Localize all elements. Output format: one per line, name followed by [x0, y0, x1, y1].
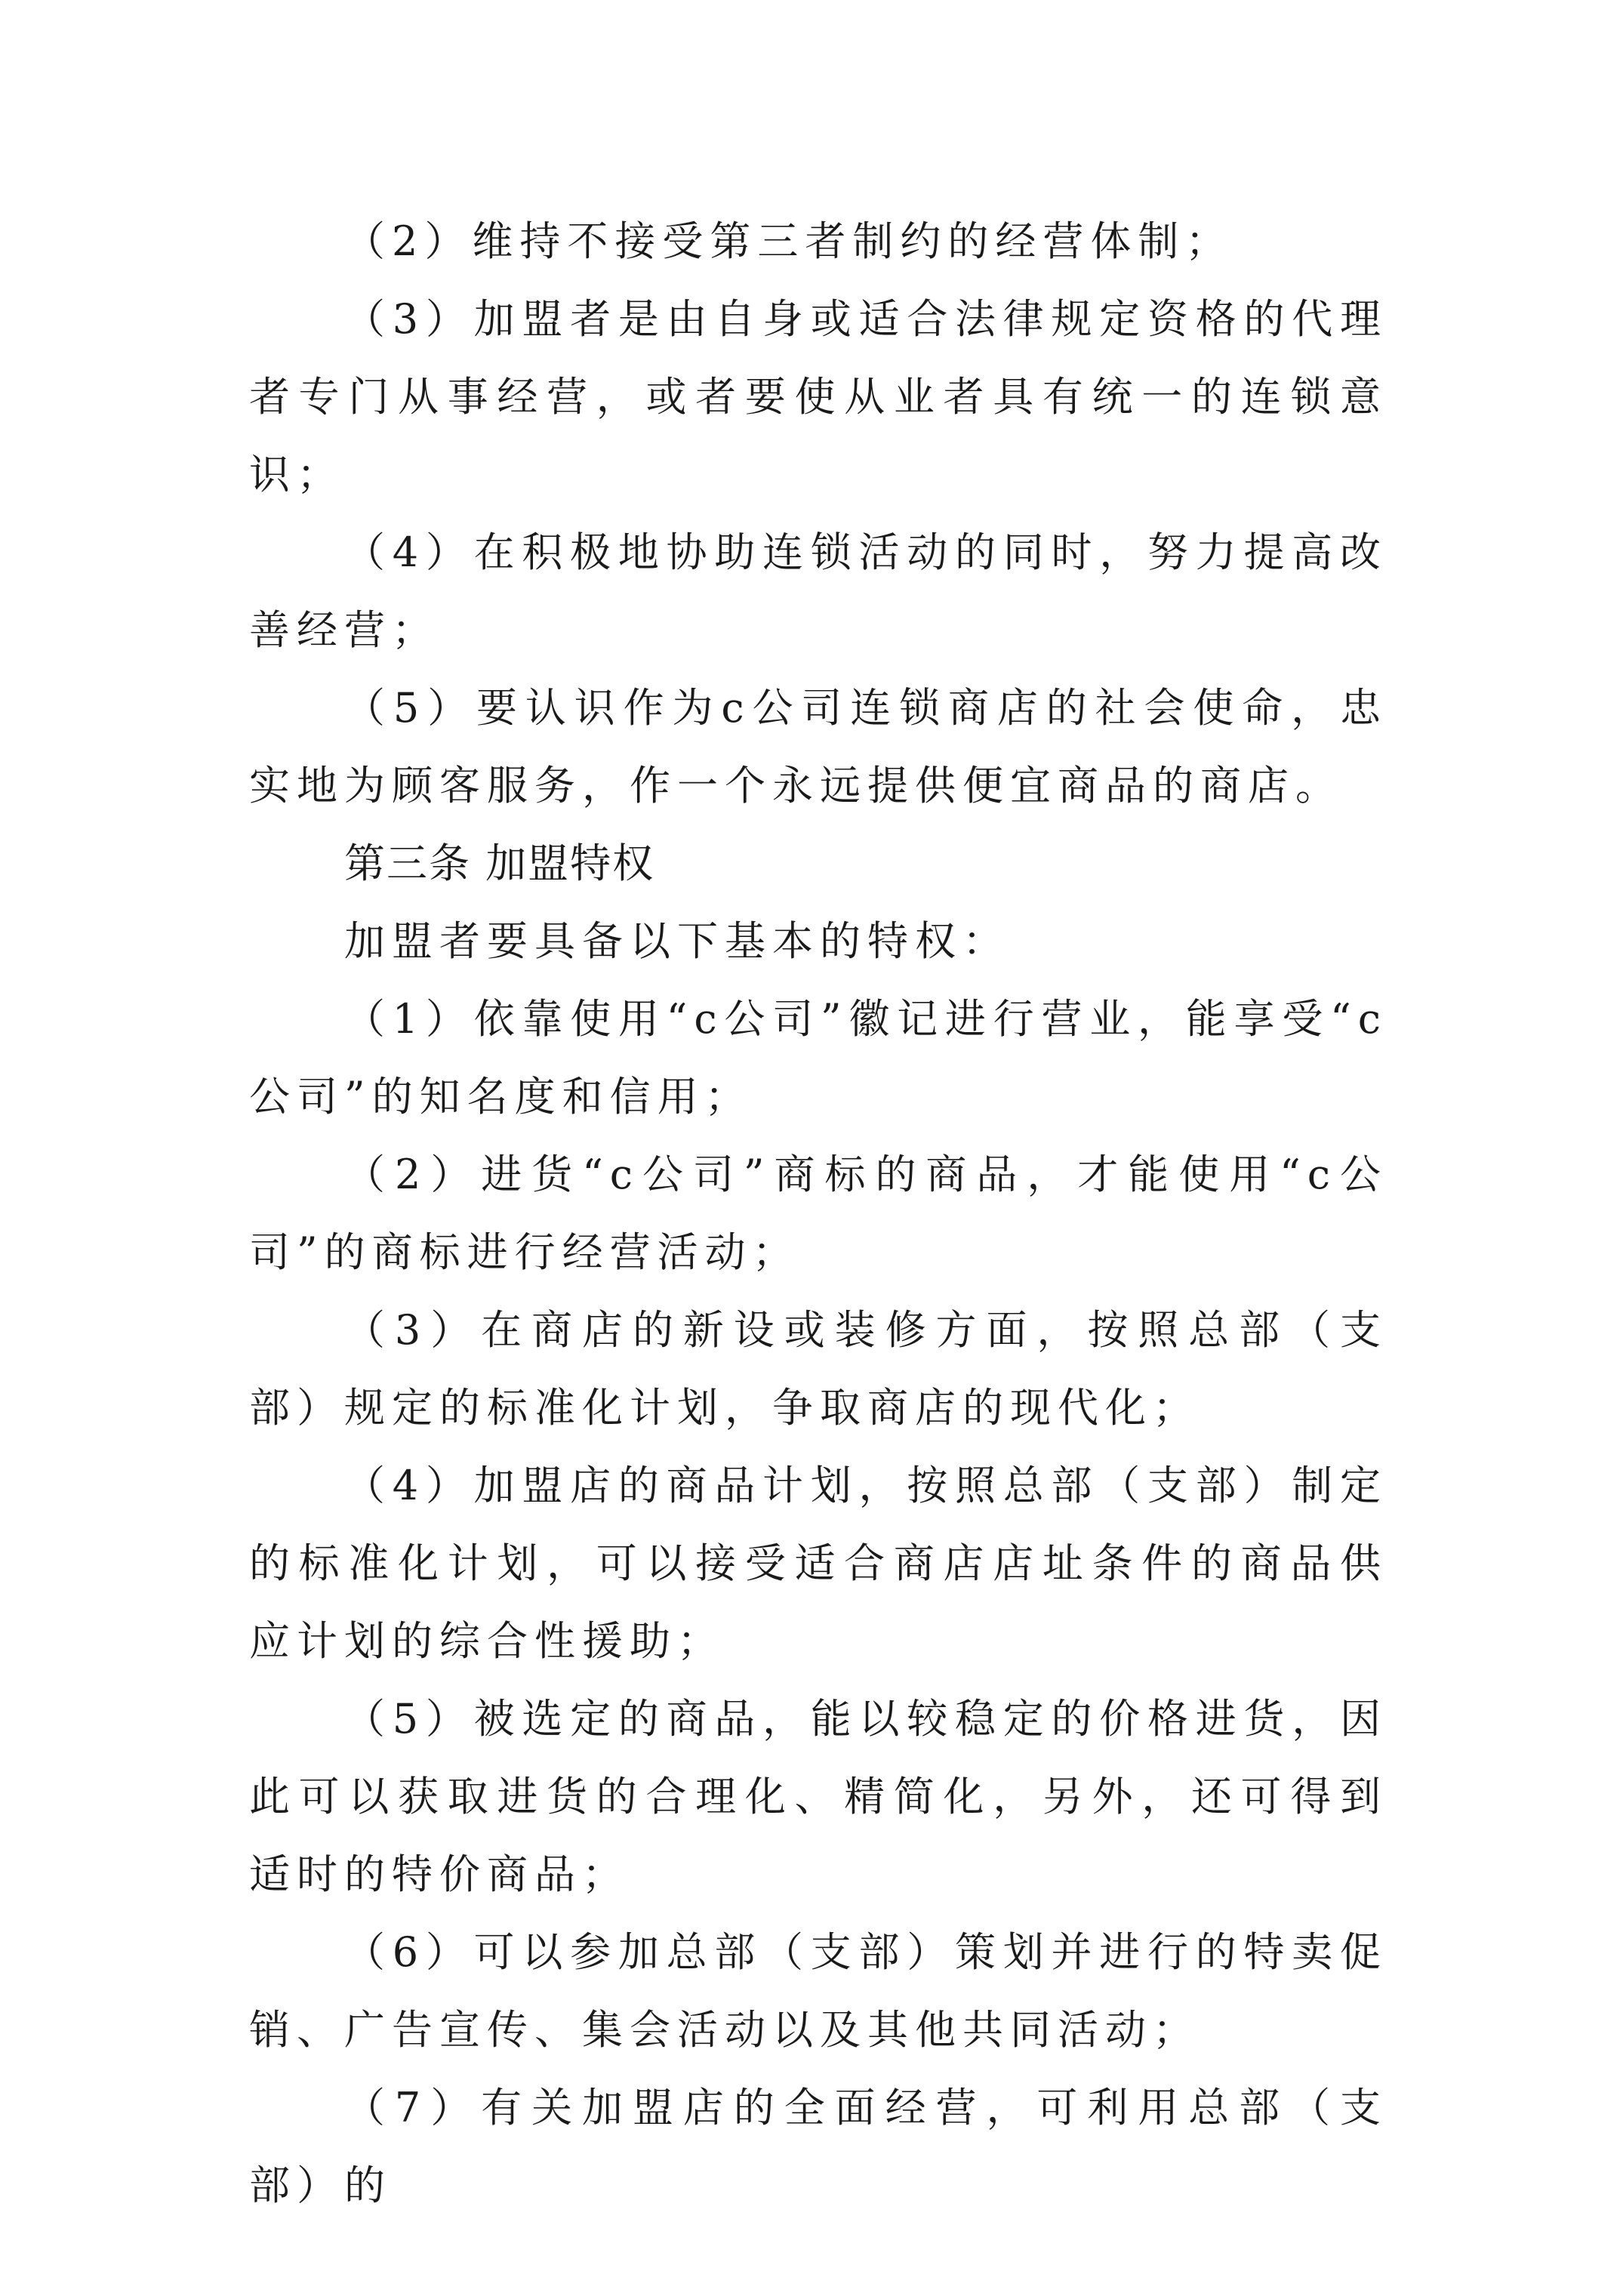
paragraph-item-3: （3）加盟者是由自身或适合法律规定资格的代理者专门从事经营，或者要使从业者具有统一的连锁意识；: [249, 295, 1387, 498]
section-intro: 加盟者要具备以下基本的特权：: [344, 917, 1010, 965]
privilege-item-3: （3）在商店的新设或装修方面，按照总部（支部）规定的标准化计划，争取商店的现代化；: [249, 1306, 1387, 1432]
section-heading: 第三条 加盟特权: [344, 840, 655, 887]
privilege-item-7: （7）有关加盟店的全面经营，可利用总部（支部）的: [249, 2084, 1387, 2209]
paragraph-item-2: （2）维持不接受第三者制约的经营体制；: [344, 217, 1233, 265]
privilege-item-5: （5）被选定的商品，能以较稳定的价格进货，因此可以获取进货的合理化、精简化，另外，还可得到适时的特价商品；: [249, 1695, 1387, 1898]
paragraph-item-4: （4）在积极地协助连锁活动的同时，努力提高改善经营；: [249, 529, 1387, 654]
paragraph-item-5: （5）要认识作为c公司连锁商店的社会使命，忠实地为顾客服务，作一个永远提供便宜商品的商店。: [249, 684, 1387, 809]
document-body: [249, 202, 1387, 2224]
privilege-item-6: （6）可以参加总部（支部）策划并进行的特卖促销、广告宣传、集会活动以及其他共同活动；: [249, 1928, 1387, 2054]
privilege-item-1: （1）依靠使用“c公司”徽记进行营业，能享受“c公司”的知名度和信用；: [249, 995, 1387, 1120]
privilege-item-2: （2）进货“c公司”商标的商品，才能使用“c公司”的商标进行经营活动；: [249, 1151, 1387, 1276]
privilege-item-4: （4）加盟店的商品计划，按照总部（支部）制定的标准化计划，可以接受适合商店店址条件的商品供应计划的综合性援助；: [249, 1462, 1387, 1665]
